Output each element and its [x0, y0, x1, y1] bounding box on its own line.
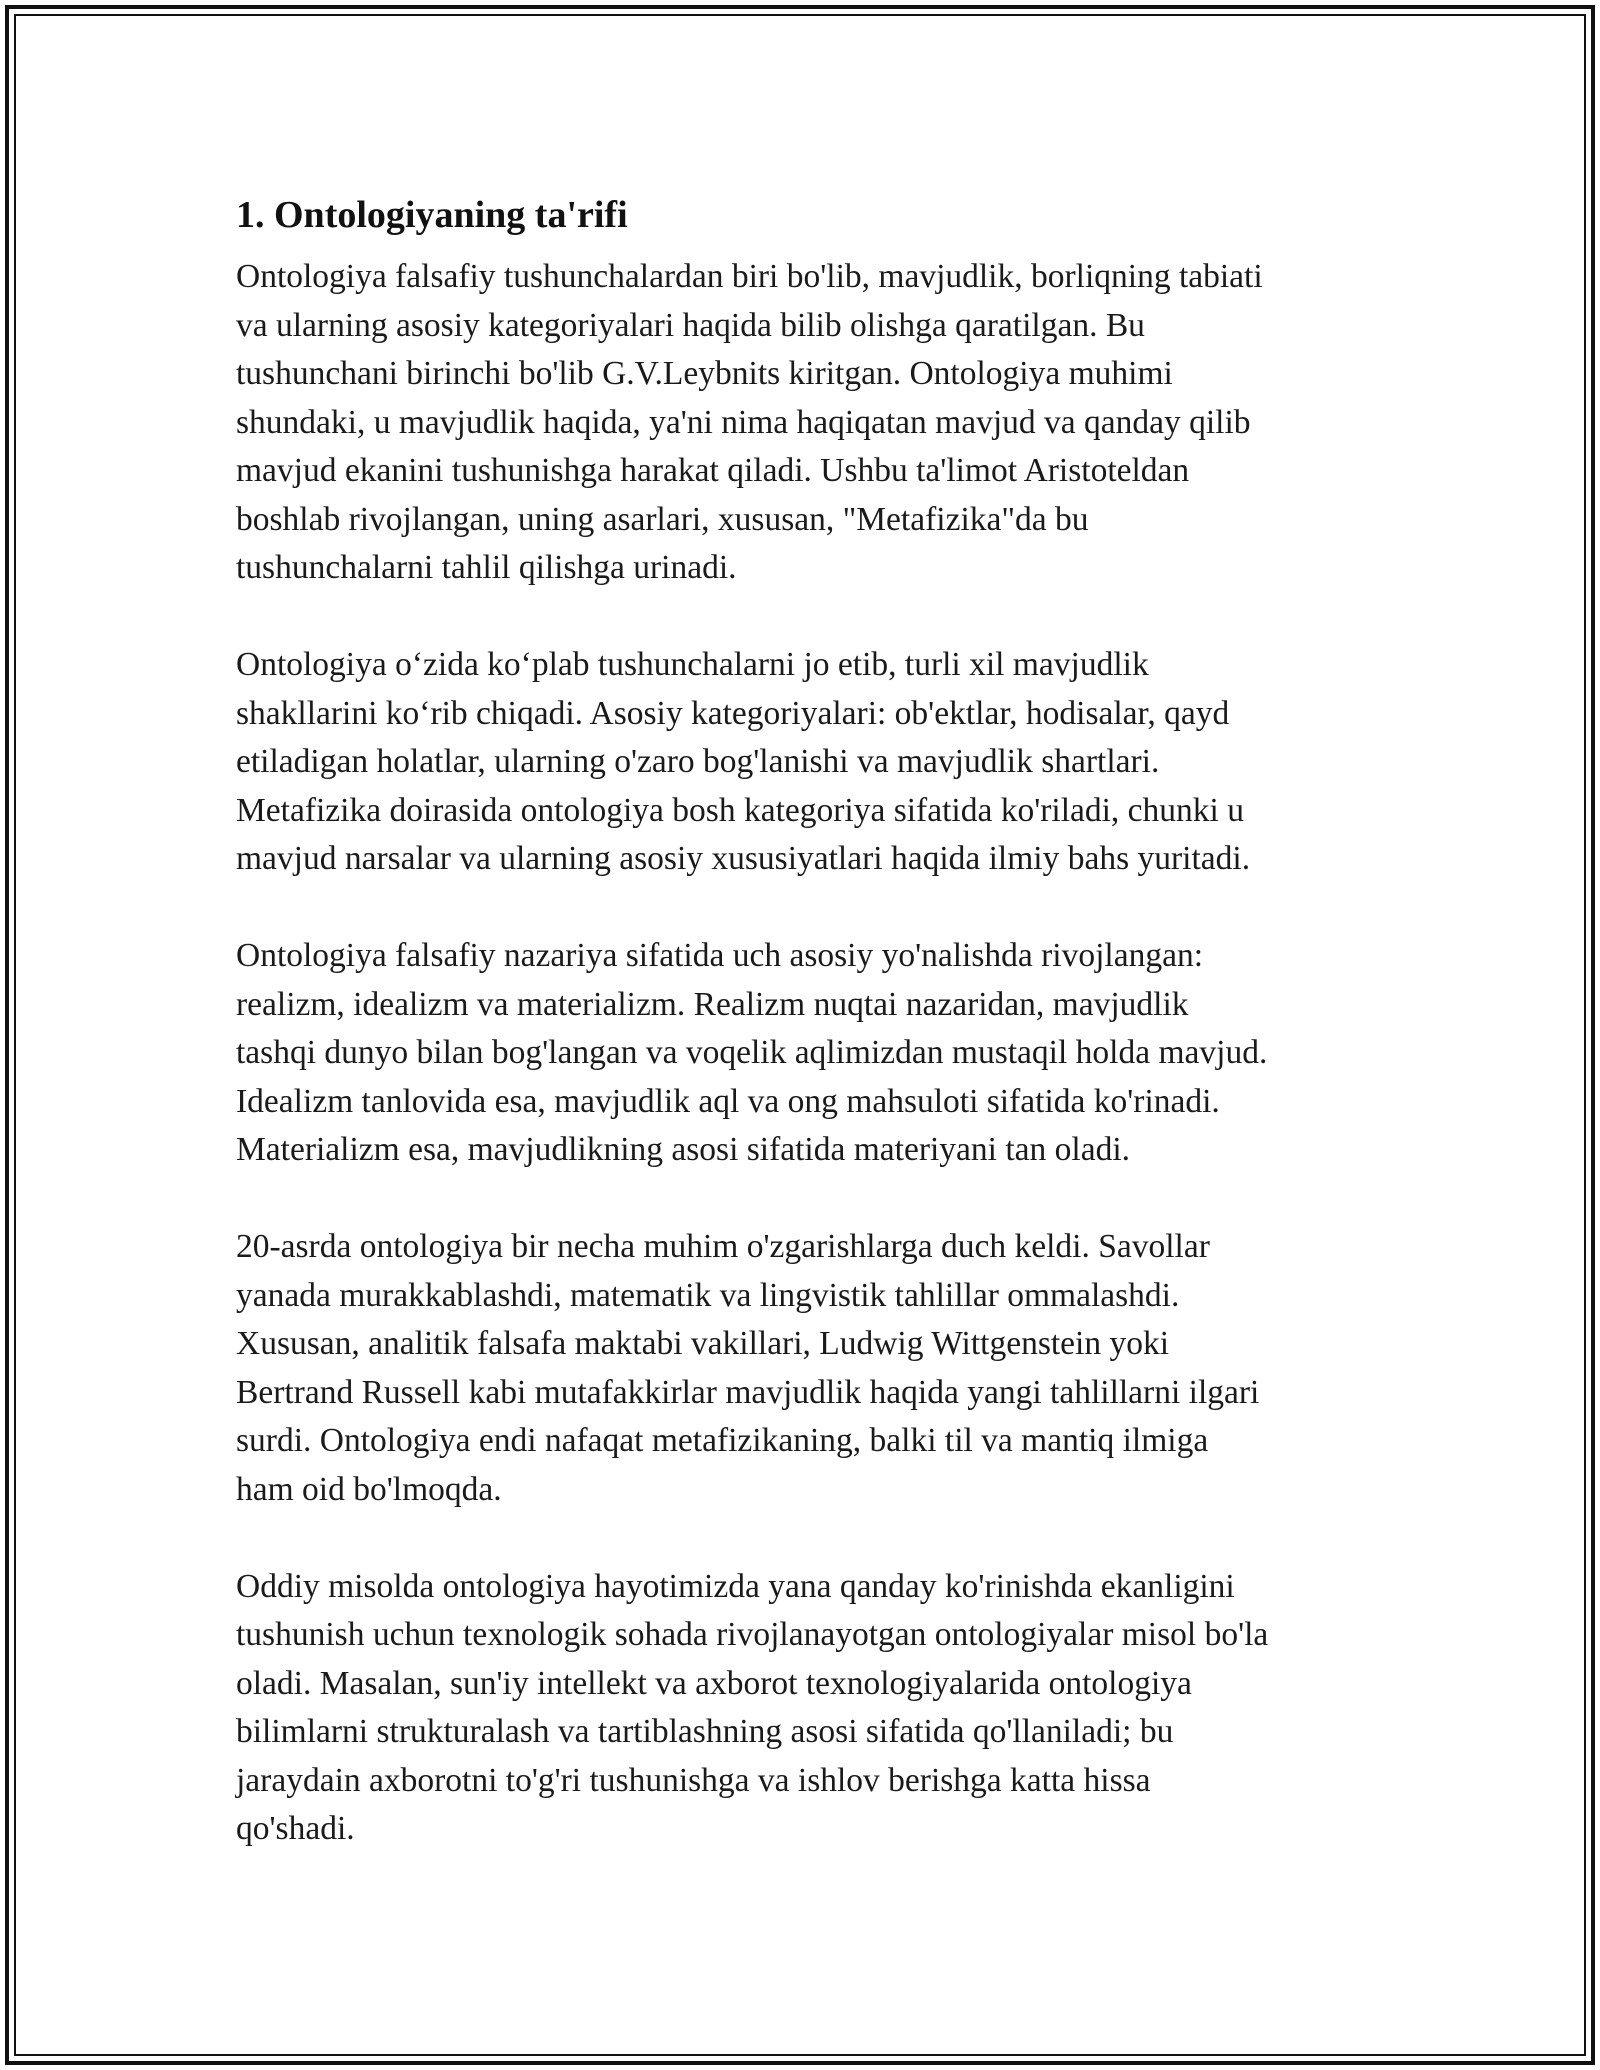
- text-line: qo'shadi.: [236, 1810, 355, 1847]
- text-line: Oddiy misolda ontologiya hayotimizda yana qanday ko'rinishda ekanligini: [236, 1567, 1235, 1605]
- text-line: Idealizm tanlovida esa, mavjudlik aql va ong mahsuloti sifatida ko'rinadi.: [236, 1082, 1220, 1120]
- text-line: Metafizika doirasida ontologiya bosh kategoriya sifatida ko'riladi, chunki u: [236, 791, 1244, 829]
- text-line: Materializm esa, mavjudlikning asosi sifatida materiyani tan oladi.: [236, 1131, 1131, 1168]
- text-line: tashqi dunyo bilan bog'langan va voqelik aqlimizdan mustaqil holda mavjud.: [236, 1034, 1268, 1071]
- paragraph-4: [236, 1223, 1376, 1514]
- text-line: oladi. Masalan, sun'iy intellekt va axborot texnologiyalarida ontologiya: [236, 1664, 1192, 1702]
- text-line: Xususan, analitik falsafa maktabi vakillari, Ludwig Wittgenstein yoki: [236, 1325, 1170, 1362]
- text-line: shakllarini ko‘rib chiqadi. Asosiy kategoriyalari: ob'ektlar, hodisalar, qayd: [236, 694, 1230, 732]
- text-line: va ularning asosiy kategoriyalari haqida bilib olishga qaratilgan. Bu: [236, 306, 1145, 344]
- text-line: tushunchalarni tahlil qilishga urinadi.: [236, 549, 737, 586]
- text-line: shundaki, u mavjudlik haqida, ya'ni nima haqiqatan mavjud va qanday qilib: [236, 403, 1251, 441]
- text-line: boshlab rivojlangan, uning asarlari, xususan, "Metafizika"da bu: [236, 500, 1089, 538]
- text-line: etiladigan holatlar, ularning o'zaro bog'lanishi va mavjudlik shartlari.: [236, 743, 1160, 780]
- text-line: tushunchani birinchi bo'lib G.V.Leybnits kiritgan. Ontologiya muhimi: [236, 355, 1173, 392]
- text-line: ham oid bo'lmoqda.: [236, 1470, 502, 1508]
- text-line: realizm, idealizm va materializm. Realizm nuqtai nazaridan, mavjudlik: [236, 985, 1189, 1023]
- text-line: surdi. Ontologiya endi nafaqat metafizikaning, balki til va mantiq ilmiga: [236, 1422, 1209, 1459]
- text-line: mavjud narsalar va ularning asosiy xususiyatlari haqida ilmiy bahs yuritadi.: [236, 840, 1251, 877]
- document-body: [236, 185, 1376, 1902]
- text-line: tushunish uchun texnologik sohada rivojlanayotgan ontologiyalar misol bo'la: [236, 1616, 1269, 1653]
- paragraph-1: [236, 253, 1376, 593]
- text-line: Ontologiya o‘zida ko‘plab tushunchalarni jo etib, turli xil mavjudlik: [236, 646, 1149, 683]
- paragraph-3: [236, 932, 1376, 1175]
- text-line: Bertrand Russell kabi mutafakkirlar mavjudlik haqida yangi tahlillarni ilgari: [236, 1373, 1260, 1411]
- text-line: yanada murakkablashdi, matematik va lingvistik tahlillar ommalashdi.: [236, 1276, 1180, 1314]
- text-line: bilimlarni strukturalash va tartiblashning asosi sifatida qo'llaniladi; bu: [236, 1713, 1174, 1750]
- text-line: Ontologiya falsafiy tushunchalardan biri bo'lib, mavjudlik, borliqning tabiati: [236, 258, 1263, 295]
- paragraph-5: [236, 1563, 1376, 1854]
- text-line: jaraydain axborotni to'g'ri tushunishga va ishlov berishga katta hissa: [236, 1761, 1151, 1799]
- text-line: mavjud ekanini tushunishga harakat qiladi. Ushbu ta'limot Aristoteldan: [236, 452, 1190, 489]
- paragraph-2: [236, 641, 1376, 884]
- text-line: 20-asrda ontologiya bir necha muhim o'zgarishlarga duch keldi. Savollar: [236, 1228, 1210, 1265]
- section-heading: 1. Ontologiyaning ta'rifi: [236, 194, 628, 236]
- text-line: Ontologiya falsafiy nazariya sifatida uch asosiy yo'nalishda rivojlangan:: [236, 937, 1204, 974]
